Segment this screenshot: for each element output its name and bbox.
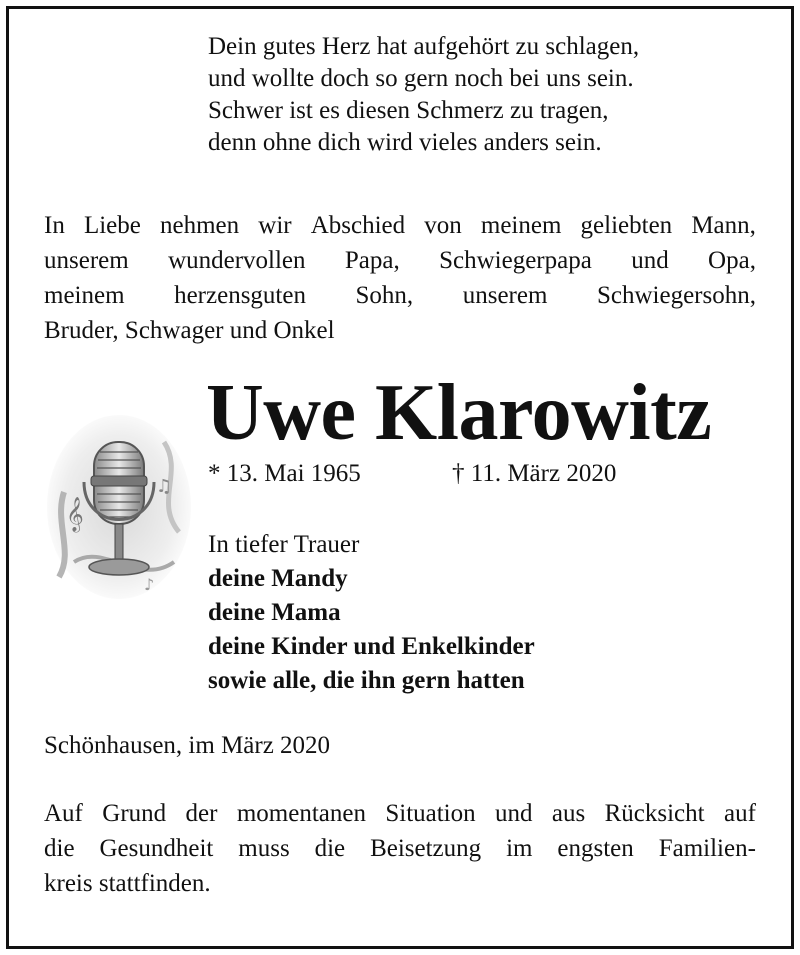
word: muss xyxy=(238,835,290,862)
mourning-intro: In tiefer Trauer xyxy=(208,531,360,558)
svg-text:♫: ♫ xyxy=(156,476,173,497)
word: Opa, xyxy=(708,247,756,274)
word: geliebten xyxy=(580,212,673,239)
death-date: † 11. März 2020 xyxy=(452,460,617,487)
word: Sohn, xyxy=(355,282,414,309)
place-date: Schönhausen, im März 2020 xyxy=(44,732,331,759)
word: die xyxy=(314,835,346,862)
word: Schwiegerpapa xyxy=(439,247,592,274)
birth-date: * 13. Mai 1965 xyxy=(208,460,361,487)
mourners-block xyxy=(208,528,535,698)
word: der xyxy=(185,800,218,827)
svg-text:♪: ♪ xyxy=(144,575,155,594)
word: im xyxy=(506,835,533,862)
funeral-notice xyxy=(44,796,756,901)
word: Schwiegersohn, xyxy=(596,282,756,309)
word: Beisetzung xyxy=(370,835,482,862)
svg-text:𝄞: 𝄞 xyxy=(66,497,84,532)
word: Grund xyxy=(102,800,167,827)
mourner-name: deine Kinder und Enkelkinder xyxy=(208,633,535,660)
farewell-line-2 xyxy=(44,243,756,278)
word: meinem xyxy=(480,212,562,239)
poem-line: und wollte doch so gern noch bei uns sein. xyxy=(208,65,634,92)
word: Situation xyxy=(385,800,476,827)
poem xyxy=(208,31,639,159)
word: unserem xyxy=(44,247,129,274)
deceased-name: Uwe Klarowitz xyxy=(206,369,712,457)
word: Papa, xyxy=(344,247,400,274)
notice-line-2 xyxy=(44,831,756,866)
mourner-name: deine Mandy xyxy=(208,565,348,592)
mourner-name: sowie alle, die ihn gern hatten xyxy=(208,667,525,694)
mourner-name: deine Mama xyxy=(208,599,341,626)
word: Auf xyxy=(44,800,83,827)
word: wir xyxy=(258,212,292,239)
microphone-music-icon xyxy=(44,412,194,602)
word: momentanen xyxy=(236,800,366,827)
word: wundervollen xyxy=(168,247,306,274)
word: Familien- xyxy=(658,835,756,862)
farewell-text xyxy=(44,208,756,348)
farewell-line-1 xyxy=(44,208,756,243)
word: auf xyxy=(723,800,756,827)
word: In xyxy=(44,212,65,239)
word: unserem xyxy=(462,282,548,309)
poem-line: Schwer ist es diesen Schmerz zu tragen, xyxy=(208,97,609,124)
word: engsten xyxy=(557,835,634,862)
word: von xyxy=(424,212,462,239)
notice-line-3: kreis stattfinden. xyxy=(44,870,211,897)
word: und xyxy=(631,247,669,274)
word: meinem xyxy=(44,282,125,309)
word: herzensguten xyxy=(174,282,306,309)
poem-line: denn ohne dich wird vieles anders sein. xyxy=(208,129,602,156)
poem-line: Dein gutes Herz hat aufgehört zu schlagen, xyxy=(208,33,640,60)
notice-line-1 xyxy=(44,796,756,831)
word: Liebe xyxy=(83,212,141,239)
farewell-line-3 xyxy=(44,278,756,313)
word: nehmen xyxy=(160,212,240,239)
word: Rücksicht xyxy=(604,800,705,827)
word: die xyxy=(44,835,75,862)
word: Gesundheit xyxy=(99,835,214,862)
word: aus xyxy=(551,800,586,827)
word: und xyxy=(495,800,533,827)
farewell-line-4: Bruder, Schwager und Onkel xyxy=(44,317,335,344)
word: Abschied xyxy=(310,212,406,239)
word: Mann, xyxy=(691,212,756,239)
